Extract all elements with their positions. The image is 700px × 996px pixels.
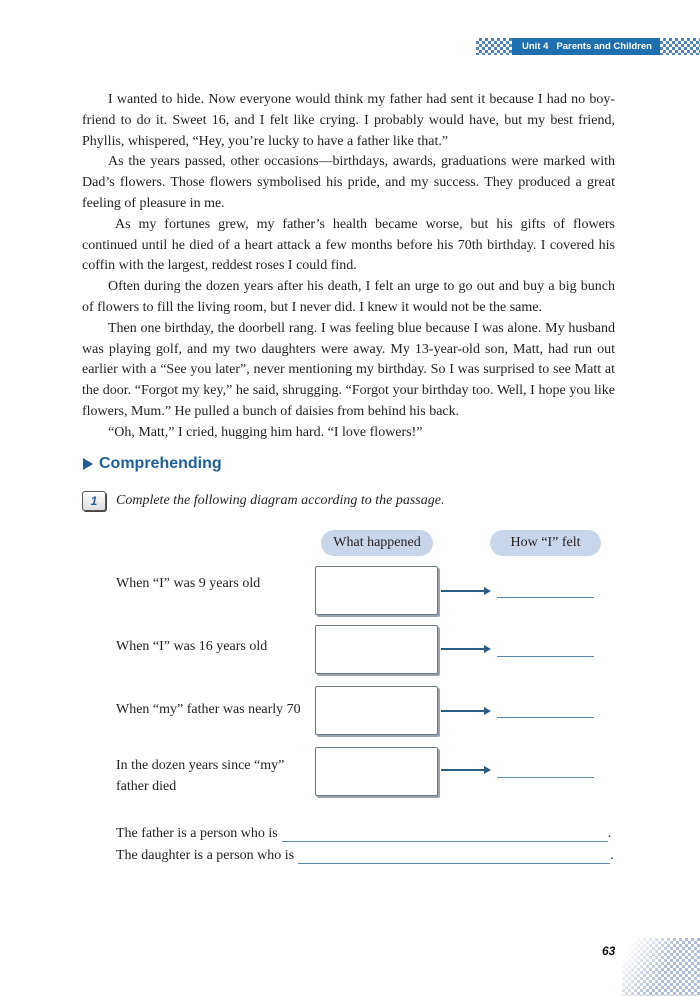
feeling-blank[interactable] xyxy=(497,777,594,778)
what-happened-box[interactable] xyxy=(315,566,438,615)
feeling-blank[interactable] xyxy=(497,656,594,657)
unit-banner xyxy=(512,38,660,55)
exercise-number-badge: 1 xyxy=(82,491,106,511)
sentence-daughter xyxy=(116,848,614,864)
section-title: Comprehending xyxy=(99,455,222,472)
unit-title: Parents and Children xyxy=(556,41,652,52)
row-label: When “I” was 16 years old xyxy=(116,639,268,654)
paragraph: Often during the dozen years after his death, I felt an urge to go out and buy a big bunch of flowers to fill the living room, but I never did. I knew it would not be the same. xyxy=(82,279,615,315)
sentence-father xyxy=(116,826,611,842)
arrow-right-icon xyxy=(441,769,489,771)
column-header-what-happened: What happened xyxy=(321,530,433,556)
row-label: When “my” father was nearly 70 xyxy=(116,702,301,717)
sentence-suffix: . xyxy=(610,848,614,863)
instruction-text: Complete the following diagram according to the passage. xyxy=(116,493,445,508)
checker-decoration xyxy=(660,38,700,55)
exercise-instruction xyxy=(82,491,444,511)
reading-passage xyxy=(82,90,615,444)
sentence-prefix: The daughter is a person who is xyxy=(116,848,295,863)
checker-decoration xyxy=(476,38,512,55)
page-number: 63 xyxy=(602,944,616,958)
feeling-blank[interactable] xyxy=(497,717,594,718)
arrow-right-icon xyxy=(441,648,489,650)
checker-decoration xyxy=(622,938,700,996)
sentence-prefix: The father is a person who is xyxy=(116,826,278,841)
what-happened-box[interactable] xyxy=(315,625,438,674)
paragraph: Then one birthday, the doorbell rang. I was feeling blue because I was alone. My husband was playing golf, and my two daughters were away. My 13-year-old son, Matt, had run out earlier with a “See you later”, never mentioning my birthday. So I was surprised to see Matt at the door. “Forgot my key,” he said, shrugging. “Forgot your birthday too. Well, I hope you like flowers, Mum.” He pulled a bunch of daisies from behind his back. xyxy=(82,320,615,419)
unit-header xyxy=(476,38,700,55)
paragraph: “Oh, Matt,” I cried, hugging him hard. “I love flowers!” xyxy=(108,424,423,440)
unit-number: Unit 4 xyxy=(522,41,549,52)
arrow-right-icon xyxy=(441,710,489,712)
paragraph: As the years passed, other occasions—birthdays, awards, graduations were marked with Dad’s flowers. Those flowers symbolised his pride, and my success. They produced a great feeling of pleasure in me. xyxy=(82,154,615,211)
paragraph: I wanted to hide. Now everyone would think my father had sent it because I had no boy-friend to do it. Sweet 16, and I felt like crying. I probably would have, but my best friend, Phyllis, whispered, “Hey, you’re lucky to have a father like that.” xyxy=(82,92,615,149)
answer-blank[interactable] xyxy=(298,850,610,864)
arrow-right-icon xyxy=(441,590,489,592)
feeling-blank[interactable] xyxy=(497,597,594,598)
what-happened-box[interactable] xyxy=(315,686,438,735)
section-heading xyxy=(83,455,222,473)
row-label: When “I” was 9 years old xyxy=(116,576,261,591)
what-happened-box[interactable] xyxy=(315,747,438,796)
sentence-suffix: . xyxy=(607,826,612,841)
answer-blank[interactable] xyxy=(282,828,608,842)
column-header-how-i-felt: How “I” felt xyxy=(490,530,601,556)
paragraph: As my fortunes grew, my father’s health became worse, but his gifts of flowers continued until he died of a heart attack a few months before his 70th birthday. I covered his coffin with the largest, reddest roses I could find. xyxy=(82,216,615,274)
row-label: In the dozen years since “my” father died xyxy=(116,758,285,794)
triangle-bullet-icon xyxy=(83,458,93,470)
